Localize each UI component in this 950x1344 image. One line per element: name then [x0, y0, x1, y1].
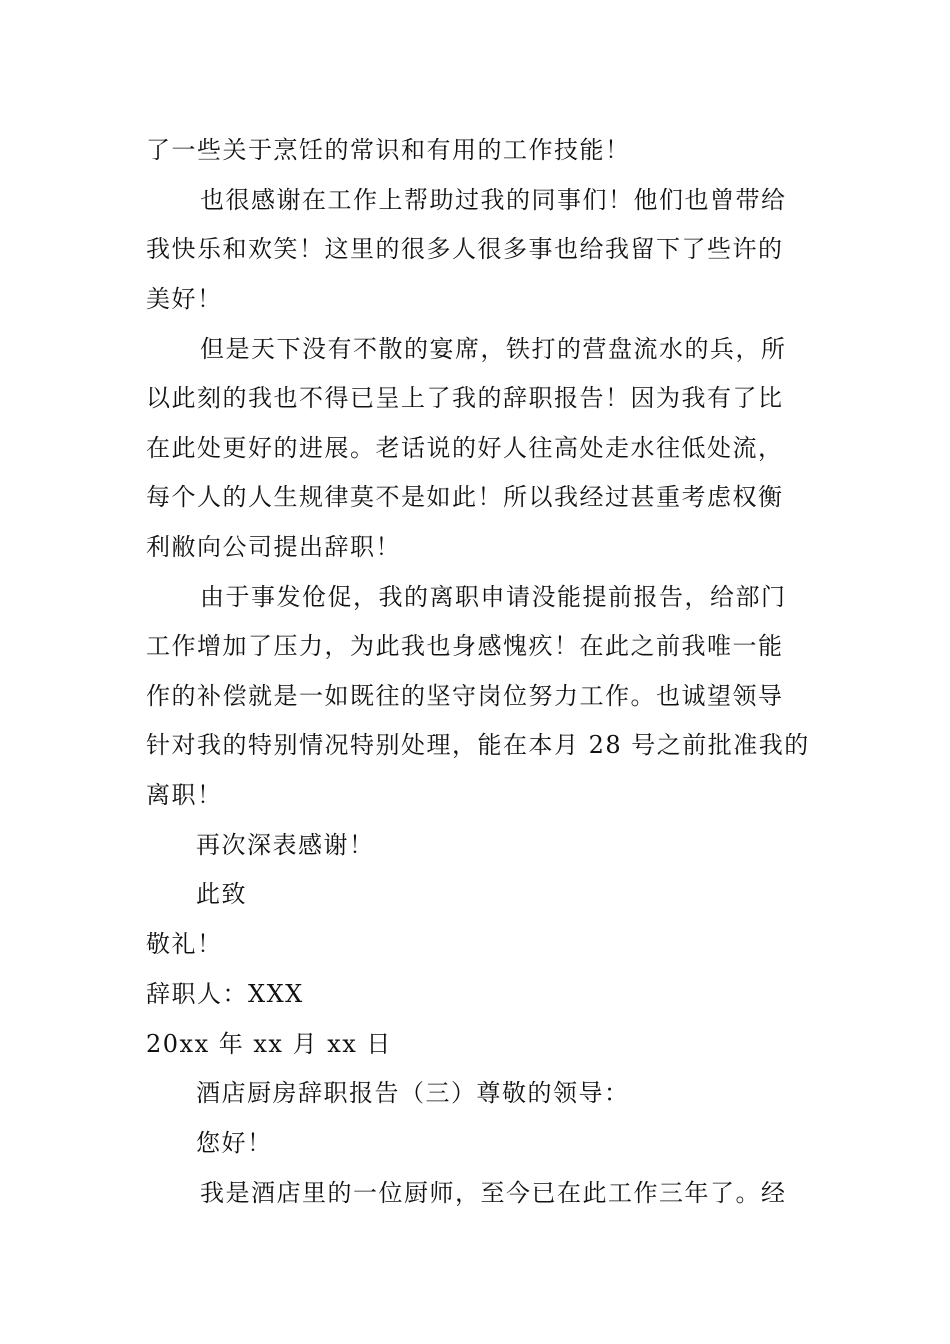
text-line: 工作增加了压力，为此我也身感愧疚！在此之前我唯一能 [146, 632, 784, 660]
text-line: 我快乐和欢笑！这里的很多人很多事也给我留下了些许的 [146, 235, 784, 263]
paragraph-start-line: 也很感谢在工作上帮助过我的同事们！他们也曾带给 [200, 186, 787, 214]
text-line: 美好！ [146, 285, 223, 313]
text-line: 每个人的人生规律莫不是如此！所以我经过甚重考虑权衡 [146, 483, 784, 511]
salutation-line: 此致 [196, 880, 247, 908]
paragraph-start-line: 我是酒店里的一位厨师，至今已在此工作三年了。经 [200, 1179, 787, 1207]
text-line: 以此刻的我也不得已呈上了我的辞职报告！因为我有了比 [146, 384, 784, 412]
section-heading-line: 酒店厨房辞职报告（三）尊敬的领导： [196, 1079, 630, 1107]
thanks-line: 再次深表感谢！ [196, 831, 375, 859]
text-line: 离职！ [146, 781, 223, 809]
regards-line: 敬礼！ [146, 930, 223, 958]
text-line: 针对我的特别情况特别处理，能在本月 28 号之前批准我的 [146, 731, 810, 759]
text-line: 作的补偿就是一如既往的坚守岗位努力工作。也诚望领导 [146, 682, 784, 710]
greeting-line: 您好！ [196, 1129, 273, 1157]
text-line: 利敝向公司提出辞职！ [146, 533, 401, 561]
date-line: 20xx 年 xx 月 xx 日 [146, 1030, 392, 1058]
paragraph-start-line: 由于事发伧促，我的离职申请没能提前报告，给部门 [200, 583, 787, 611]
paragraph-start-line: 但是天下没有不散的宴席，铁打的营盘流水的兵，所 [200, 335, 787, 363]
text-line: 了一些关于烹饪的常识和有用的工作技能！ [146, 136, 631, 164]
text-line: 在此处更好的进展。老话说的好人往高处走水往低处流， [146, 434, 784, 462]
signer-line: 辞职人：XXX [146, 980, 304, 1008]
